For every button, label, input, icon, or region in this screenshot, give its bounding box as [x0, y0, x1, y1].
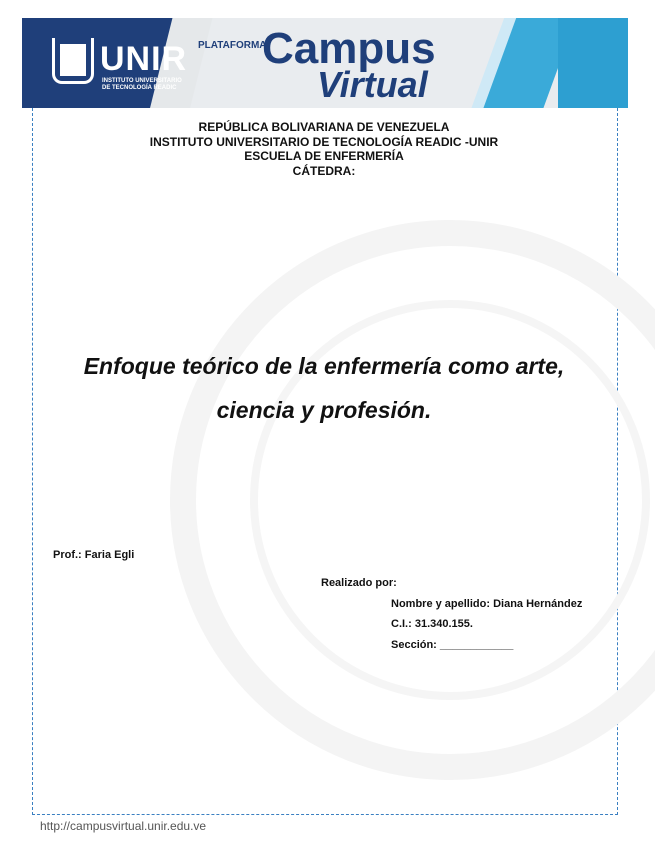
virtual-label: Virtual — [317, 64, 428, 105]
header-line: INSTITUTO UNIVERSITARIO DE TECNOLOGÍA READIC -UNIR — [149, 134, 499, 149]
author-name: Nombre y apellido: Diana Hernández — [391, 598, 583, 610]
plataforma-label: PLATAFORMA — [198, 40, 267, 51]
realizado-label: Realizado por: — [321, 577, 397, 589]
header-line: REPÚBLICA BOLIVARIANA DE VENEZUELA — [198, 120, 450, 134]
header-line: ESCUELA DE ENFERMERÍA — [244, 149, 404, 163]
unir-logo-text: UNIR — [100, 40, 188, 78]
unir-logo-shield — [60, 44, 86, 76]
footer-url: http://campusvirtual.unir.edu.ve — [40, 819, 207, 833]
document-title — [32, 344, 616, 432]
professor-name: Prof.: Faria Egli — [53, 549, 135, 561]
campus-virtual-banner — [22, 18, 628, 108]
title-line: ciencia y profesión. — [216, 397, 432, 423]
banner-stripe — [558, 18, 628, 108]
unir-logo-subtitle: INSTITUTO UNIVERSITARIO DE TECNOLOGÍA READIC — [102, 78, 182, 91]
header-line: CÁTEDRA: — [292, 163, 356, 178]
institution-header — [32, 120, 616, 178]
campus-label: Campus — [262, 24, 436, 73]
author-ci: C.I.: 31.340.155. — [391, 618, 473, 630]
title-line: Enfoque teórico de la enfermería como arte, — [83, 353, 565, 379]
author-seccion: Sección: ____________ — [391, 639, 514, 651]
